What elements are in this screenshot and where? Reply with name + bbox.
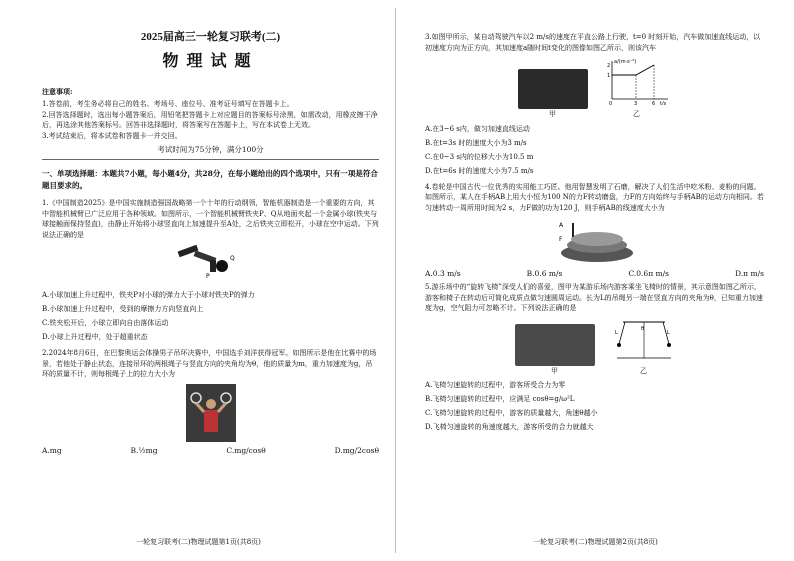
q4-option-c: C.0.6π m/s [628, 269, 669, 278]
q3-option-a: A.在3~6 s内，做匀加速直线运动 [425, 124, 530, 133]
q5-figure-label: 乙 [640, 366, 647, 375]
q3-figure-label: 甲 [549, 110, 556, 118]
q1-option-c: C.铁夹松开后，小球立即向自由落体运动 [42, 319, 169, 327]
q4-figure-millstone [553, 217, 637, 265]
header-rule [42, 159, 379, 160]
q3-graph-xlabel: t/s [659, 101, 666, 105]
q1-option-d: D.小球上升过程中，处于超重状态 [42, 333, 148, 341]
svg-text:L: L [666, 329, 670, 336]
right-footer: 一轮复习联考(二)物理试题第2页(共8页) [533, 538, 658, 546]
q3-option-b: B.在t=3s 时的速度大小为3 m/s [425, 138, 527, 147]
q3-graph-ytick: 1 [606, 73, 610, 79]
q1-figure-robot-arm [176, 244, 246, 284]
q5-figure-label: 甲 [551, 366, 558, 375]
q4-option-a: A.0.3 m/s [425, 269, 461, 278]
q3-graph-xtick: 6 [651, 101, 655, 105]
note-item: 2.回答选择题时，选出每小题答案后，用铅笔把答题卡上对应题目的答案标号涂黑，如需改动，用橡皮擦干净后，再选涂其他答案标号。回答非选择题时，将答案写在答题卡上，写在本试卷上无效。 [42, 110, 378, 129]
svg-text:F: F [558, 236, 562, 243]
q4-option-d: D.π m/s [735, 269, 764, 278]
exam-title: 2025届高三一轮复习联考(二) [140, 31, 281, 43]
section-heading: 一、单项选择题：本题共7小题，每小题4分，共28分，在每小题给出的四个选项中，只有一项是符合题目要求的。 [42, 169, 378, 190]
q5-option-b: B.飞椅匀速旋转的过程中，应满足 cosθ=g/ω²L [425, 395, 575, 403]
q2-option-a: A.mg [42, 445, 62, 455]
exam-info: 考试时间为75分钟，满分100分 [157, 145, 264, 154]
question-4-stem: 4.卷轮是中国古代一位优秀的实用能工巧匠。他用智慧发明了石磨，解决了人们生活中吃米粉、麦粉的问题。如图所示，某人在手柄AB上用大小恒为100 N的力F转动磨盘，力F的方向始终与手柄AB的运动方向相同。若匀速转动一周所用时间为2 s，力F做的功为120 J，则手柄AB的线速度大小为 [425, 182, 764, 212]
subject-title: 物理试题 [162, 51, 259, 70]
note-item: 1.答卷前，考生务必将自己的姓名、考场号、座位号、准考证号填写在答题卡上。 [42, 100, 294, 108]
q3-figure-label: 乙 [633, 110, 640, 118]
q4-option-b: B.0.6 m/s [526, 269, 563, 278]
q1-option-a: A.小球加速上升过程中，铁夹P对小球的弹力大于小球对铁夹P的弹力 [42, 291, 255, 299]
question-5-stem: 5.游乐场中的“旋转飞椅”深受人们的喜爱，图甲为某游乐场内游客乘坐飞椅时的情景，其示意图如图乙所示，游客和椅子在转动后可简化成质点做匀速圆周运动。长为L的吊绳另一端在竖直方向的夹角为θ，已知重力加速度为g，空气阻力可忽略不计。下列说法正确的是 [425, 283, 763, 312]
notes-title: 注意事项: [42, 87, 73, 96]
q5-figure-swing-photo [515, 324, 595, 366]
note-item: 3.考试结束后，将本试卷和答题卡一并交回。 [42, 131, 182, 140]
q2-option-b: B.½mg [130, 445, 158, 455]
q1-option-b: B.小球加速上升过程中，受到的摩擦力方向竖直向上 [42, 305, 204, 313]
q3-graph-xtick: 0 [608, 101, 612, 105]
q3-graph-ytick: 2 [606, 63, 610, 69]
question-2-stem: 2.2024年8月6日，在巴黎奥运会体操男子吊环决赛中，中国选手刘洋获得冠军。如图所示是他在比赛中的场景，若他处于静止状态，连接吊环的两根绳子与竖直方向的夹角均为θ，他的质量为m，重力加速度为g，吊环的质量不计，则每根绳子上的拉力大小为 [42, 349, 377, 378]
q5-option-a: A.飞椅匀速旋转的过程中，游客所受合力为零 [425, 381, 566, 389]
svg-text:L: L [614, 329, 618, 336]
svg-text:P: P [205, 273, 210, 280]
q2-figure-rings-photo [186, 384, 236, 442]
svg-text:θ: θ [640, 325, 644, 332]
q3-figure-graph [602, 57, 672, 105]
q3-graph-xtick: 3 [633, 101, 637, 105]
q3-option-c: C.在0~3 s内的位移大小为10.5 m [425, 152, 534, 161]
q5-figures [425, 318, 764, 377]
svg-text:A: A [558, 222, 563, 229]
q5-figure-diagram [613, 318, 675, 362]
left-footer: 一轮复习联考(二)物理试题第1页(共8页) [136, 538, 261, 546]
q4-options [425, 269, 764, 278]
question-1-stem: 1.《中国制造2025》是中国实施制造强国战略第一个十年的行动纲领，智能机器制造是一个重要的方向，其中智能机械臂已广泛应用于各种领域。如图所示，一个智能机械臂铁夹P、Q从地面夹起一个金属小球(铁夹与球接触面保持竖直)，由静止开始将小球竖直向上加速提升至A处，之后铁夹立即松开，小球在空中运动。下列说法正确的是 [42, 199, 379, 239]
q2-options [42, 446, 379, 455]
question-3-stem: 3.如图甲所示，某自动驾驶汽车以2 m/s的速度在平直公路上行驶，t=0 时刻开始，汽车做加速直线运动，以初速度方向为正方向，其加速度a随时间t变化的图像如图乙所示，则该汽车 [425, 33, 761, 52]
svg-text:Q: Q [229, 255, 235, 262]
q3-option-d: D.在t=6s 时的速度大小为7.5 m/s [425, 166, 534, 175]
q2-option-d: D.mg/2cosθ [334, 445, 379, 455]
q2-option-c: C.mg/cosθ [226, 445, 266, 455]
right-page [397, 0, 794, 561]
q3-figures [425, 57, 764, 120]
q3-graph-ylabel: a/(m·s⁻²) [613, 59, 636, 65]
q3-figure-car-photo [518, 69, 588, 109]
q5-option-c: C.飞椅匀速旋转的过程中，游客的质量越大，角速θ越小 [425, 409, 598, 417]
q5-option-d: D.飞椅匀速旋转的角速度越大，游客所受的合力就越大 [425, 423, 594, 431]
